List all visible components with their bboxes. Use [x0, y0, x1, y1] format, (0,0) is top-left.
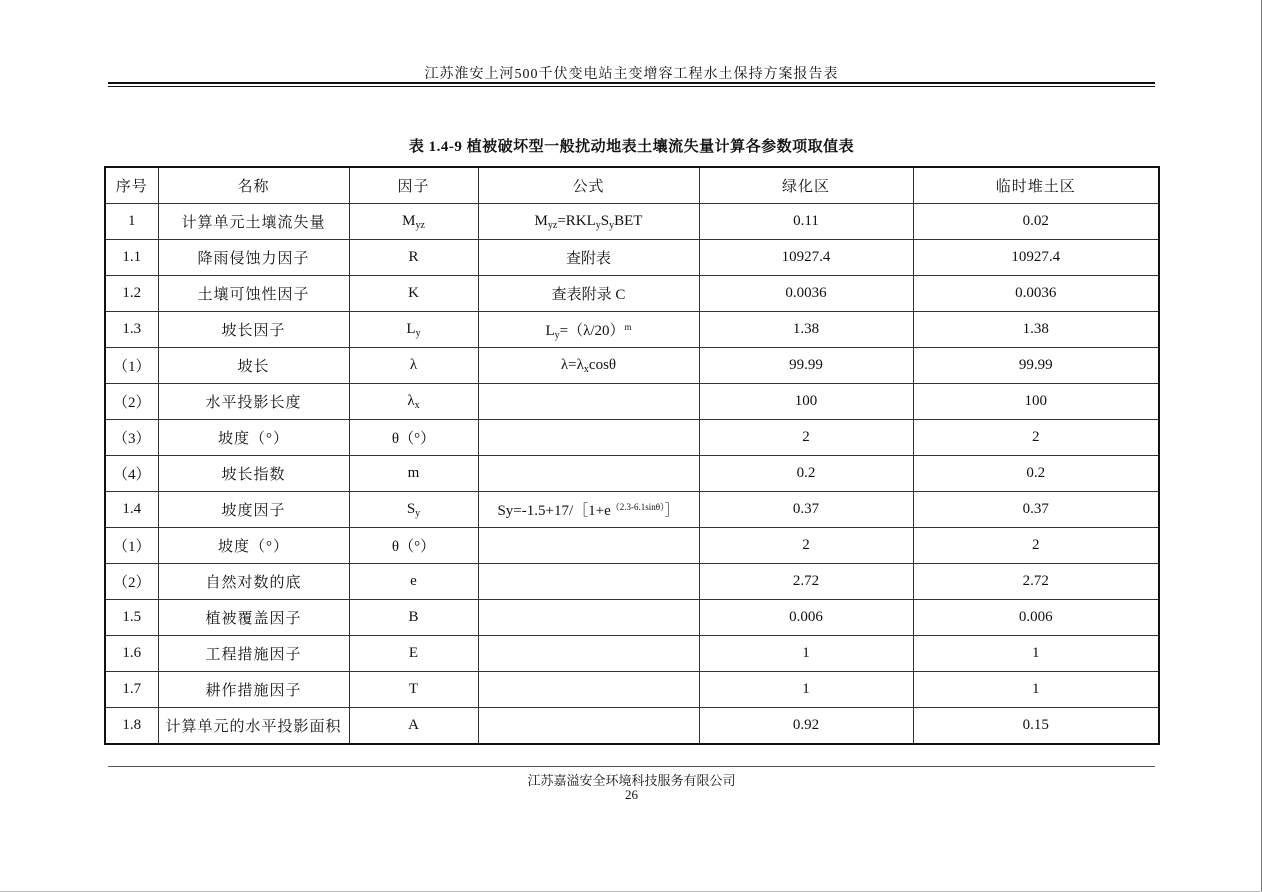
factor-subscript: y	[415, 328, 421, 339]
pile-area-value-cell: 0.2	[913, 456, 1159, 492]
parameter-name-cell: 坡度（°）	[158, 420, 349, 456]
parameter-name-cell: 计算单元的水平投影面积	[158, 708, 349, 745]
factor-symbol-cell	[349, 348, 478, 384]
factor-symbol-cell	[349, 708, 478, 745]
formula-cell	[478, 600, 699, 636]
factor-symbol: M	[402, 213, 416, 229]
formula-cell	[478, 636, 699, 672]
factor-symbol-cell	[349, 204, 478, 240]
factor-symbol: θ（°）	[391, 431, 436, 447]
factor-symbol: B	[408, 609, 419, 625]
pile-area-value-cell: 0.15	[913, 708, 1159, 745]
factor-symbol: m	[407, 465, 420, 481]
pile-area-value-cell: 10927.4	[913, 240, 1159, 276]
document-header: 江苏淮安上河500千伏变电站主变增容工程水土保持方案报告表	[424, 67, 839, 82]
table-body	[105, 204, 1159, 745]
formula-cell	[478, 708, 699, 745]
header-cell-green-area: 绿化区	[699, 167, 913, 204]
factor-symbol-cell	[349, 600, 478, 636]
parameter-name-cell: 自然对数的底	[158, 564, 349, 600]
factor-symbol: e	[410, 573, 417, 589]
parameter-name-cell: 坡度（°）	[158, 528, 349, 564]
parameter-name-cell: 坡长	[158, 348, 349, 384]
factor-symbol: A	[408, 717, 419, 733]
parameter-name-cell: 坡长因子	[158, 312, 349, 348]
factor-symbol-cell	[349, 384, 478, 420]
formula-cell	[478, 456, 699, 492]
factor-symbol: λ	[409, 357, 418, 373]
green-area-value-cell: 2.72	[699, 564, 913, 600]
table-row	[105, 240, 1159, 276]
green-area-value-cell: 1	[699, 636, 913, 672]
formula-cell	[478, 420, 699, 456]
header-rule-thick	[108, 82, 1155, 84]
formula-cell: $M_{yz}=RKL_yS_yBET$	[478, 204, 699, 240]
parameter-name-cell: 计算单元土壤流失量	[158, 204, 349, 240]
pile-area-value-cell: 99.99	[913, 348, 1159, 384]
factor-symbol-cell	[349, 636, 478, 672]
header-cell-formula: 公式	[478, 167, 699, 204]
factor-symbol-cell	[349, 528, 478, 564]
parameter-name-cell: 工程措施因子	[158, 636, 349, 672]
green-area-value-cell: 0.37	[699, 492, 913, 528]
green-area-value-cell: 0.006	[699, 600, 913, 636]
factor-symbol-cell	[349, 276, 478, 312]
parameter-name-cell: 耕作措施因子	[158, 672, 349, 708]
row-number-cell: （2）	[105, 384, 158, 420]
row-number-cell: （4）	[105, 456, 158, 492]
table-row	[105, 672, 1159, 708]
header-rule-thin	[108, 86, 1155, 87]
green-area-value-cell: 100	[699, 384, 913, 420]
parameter-name-cell: 水平投影长度	[158, 384, 349, 420]
factor-symbol: L	[406, 321, 416, 337]
formula-cell: $\lambda=\lambda_x\cos\theta$	[478, 348, 699, 384]
table-row	[105, 312, 1159, 348]
factor-symbol: K	[408, 285, 419, 301]
row-number-cell: 1.5	[105, 600, 158, 636]
formula-cell	[478, 528, 699, 564]
parameter-name-cell: 坡度因子	[158, 492, 349, 528]
row-number-cell: （2）	[105, 564, 158, 600]
green-area-value-cell: 2	[699, 528, 913, 564]
pile-area-value-cell: 0.006	[913, 600, 1159, 636]
factor-symbol: λ	[407, 393, 415, 409]
pile-area-value-cell: 2.72	[913, 564, 1159, 600]
factor-symbol: S	[406, 501, 416, 517]
pile-area-value-cell: 0.0036	[913, 276, 1159, 312]
footer-rule	[108, 766, 1155, 767]
header-cell-pile-area: 临时堆土区	[913, 167, 1159, 204]
row-number-cell: 1.6	[105, 636, 158, 672]
table-row	[105, 708, 1159, 745]
factor-symbol-cell	[349, 240, 478, 276]
pile-area-value-cell: 0.37	[913, 492, 1159, 528]
row-number-cell: 1.2	[105, 276, 158, 312]
row-number-cell: （1）	[105, 348, 158, 384]
green-area-value-cell: 0.11	[699, 204, 913, 240]
row-number-cell: 1	[105, 204, 158, 240]
parameter-name-cell: 降雨侵蚀力因子	[158, 240, 349, 276]
factor-symbol: θ（°）	[391, 539, 436, 555]
formula-cell: 查附表	[478, 240, 699, 276]
table-row	[105, 384, 1159, 420]
green-area-value-cell: 1.38	[699, 312, 913, 348]
parameter-name-cell: 植被覆盖因子	[158, 600, 349, 636]
factor-symbol-cell	[349, 456, 478, 492]
header-cell-factor: 因子	[349, 167, 478, 204]
row-number-cell: （1）	[105, 528, 158, 564]
header-cell-no: 序号	[105, 167, 158, 204]
parameter-table	[104, 166, 1160, 745]
row-number-cell: 1.7	[105, 672, 158, 708]
table-row	[105, 564, 1159, 600]
factor-symbol: R	[408, 249, 419, 265]
table-row	[105, 276, 1159, 312]
factor-symbol-cell	[349, 672, 478, 708]
table-title: 表 1.4-9 植被破坏型一般扰动地表土壤流失量计算各参数项取值表	[408, 139, 855, 155]
row-number-cell: （3）	[105, 420, 158, 456]
factor-subscript: yz	[415, 220, 425, 231]
row-number-cell: 1.8	[105, 708, 158, 745]
green-area-value-cell: 0.92	[699, 708, 913, 745]
factor-symbol-cell	[349, 492, 478, 528]
table-row	[105, 492, 1159, 528]
table-row	[105, 636, 1159, 672]
table-row	[105, 204, 1159, 240]
factor-symbol-cell	[349, 312, 478, 348]
row-number-cell: 1.3	[105, 312, 158, 348]
green-area-value-cell: 0.2	[699, 456, 913, 492]
pile-area-value-cell: 2	[913, 420, 1159, 456]
factor-subscript: x	[414, 400, 420, 411]
pile-area-value-cell: 0.02	[913, 204, 1159, 240]
header-cell-name: 名称	[158, 167, 349, 204]
formula-cell: $Sy=-1.5+17/[1+e^{(2.3-6.1sin\theta)}]$	[478, 492, 699, 528]
green-area-value-cell: 1	[699, 672, 913, 708]
green-area-value-cell: 99.99	[699, 348, 913, 384]
formula-cell	[478, 384, 699, 420]
parameter-name-cell: 土壤可蚀性因子	[158, 276, 349, 312]
factor-symbol-cell	[349, 564, 478, 600]
pile-area-value-cell: 1	[913, 636, 1159, 672]
table-row	[105, 528, 1159, 564]
factor-symbol-cell	[349, 420, 478, 456]
factor-subscript: y	[415, 508, 421, 519]
formula-cell: $L_y=(\lambda/20)^m$	[478, 312, 699, 348]
factor-symbol: E	[408, 645, 419, 661]
formula-cell	[478, 564, 699, 600]
pile-area-value-cell: 2	[913, 528, 1159, 564]
row-number-cell: 1.4	[105, 492, 158, 528]
green-area-value-cell: 2	[699, 420, 913, 456]
green-area-value-cell: 10927.4	[699, 240, 913, 276]
formula-cell: 查表附录 C	[478, 276, 699, 312]
parameter-name-cell: 坡长指数	[158, 456, 349, 492]
pile-area-value-cell: 1	[913, 672, 1159, 708]
pile-area-value-cell: 100	[913, 384, 1159, 420]
table-row	[105, 420, 1159, 456]
table-header-row	[105, 167, 1159, 204]
table-row	[105, 456, 1159, 492]
factor-symbol: T	[408, 681, 419, 697]
row-number-cell: 1.1	[105, 240, 158, 276]
table-row	[105, 348, 1159, 384]
formula-cell	[478, 672, 699, 708]
table-row	[105, 600, 1159, 636]
green-area-value-cell: 0.0036	[699, 276, 913, 312]
footer-company: 江苏嘉溢安全环境科技服务有限公司	[527, 773, 736, 788]
pile-area-value-cell: 1.38	[913, 312, 1159, 348]
page-number: 26	[625, 787, 638, 802]
